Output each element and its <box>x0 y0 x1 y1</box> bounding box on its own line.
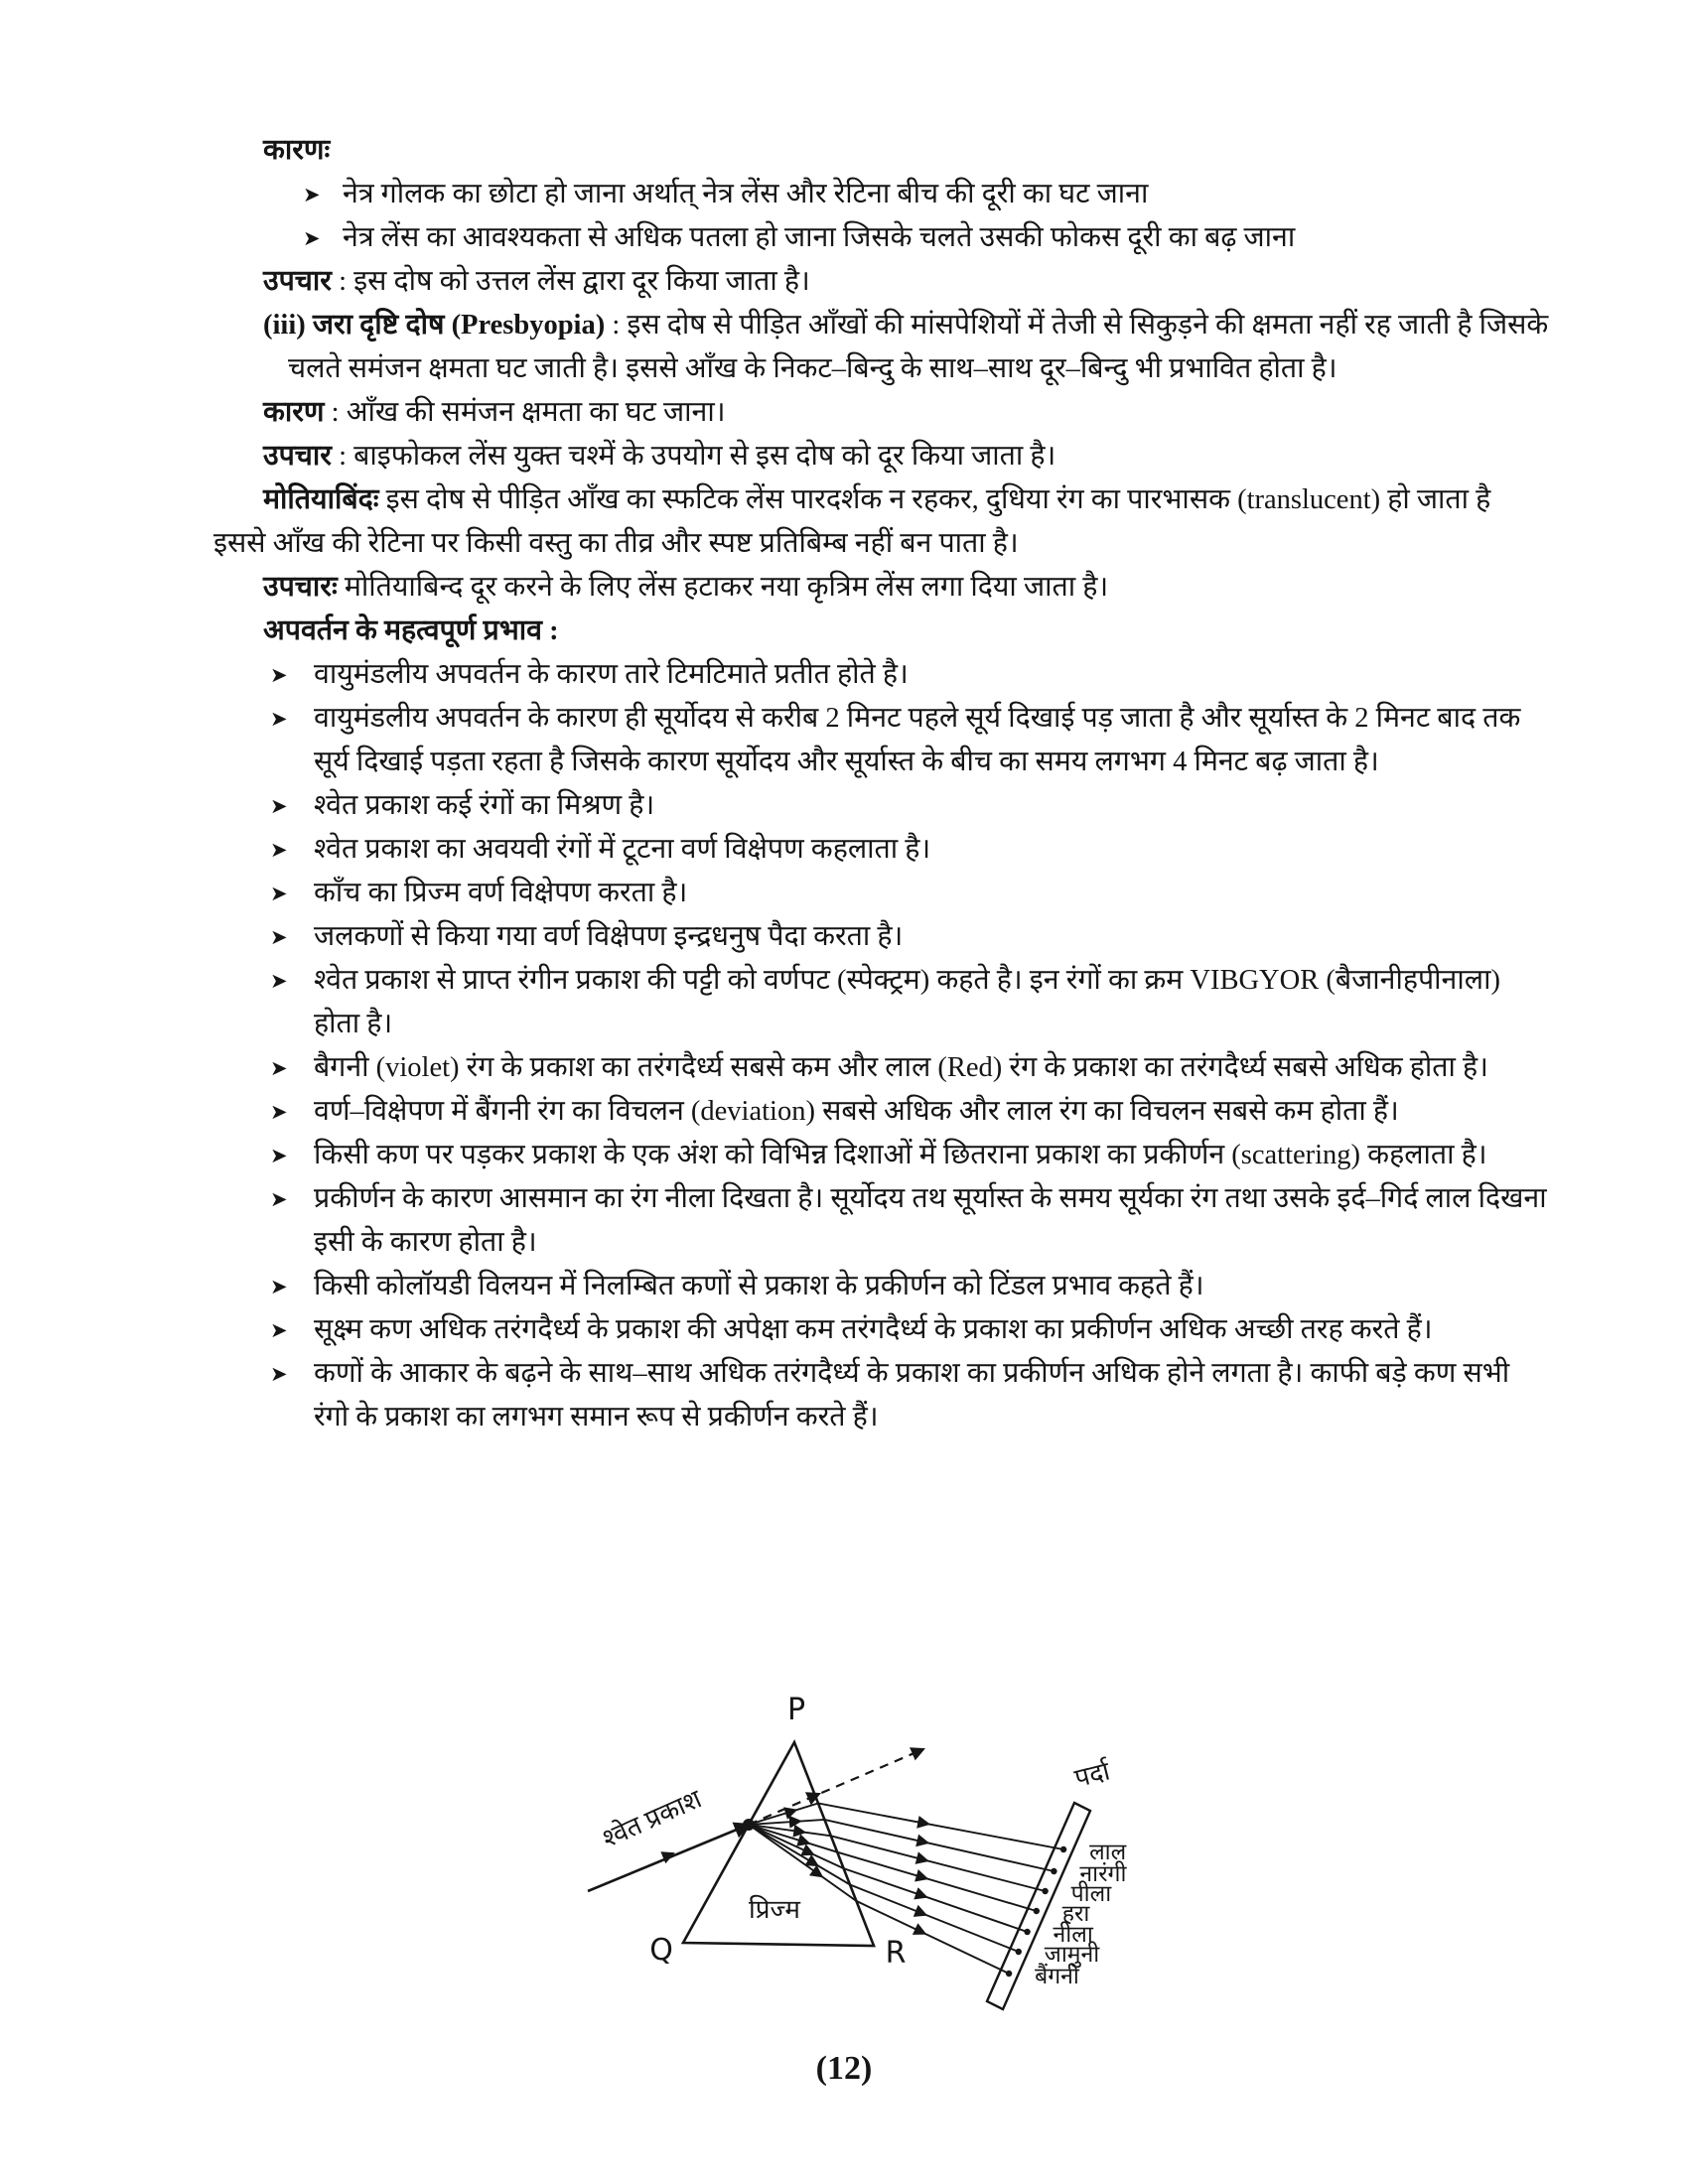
bullet-item <box>213 1134 1549 1177</box>
ray-arrowhead-icon <box>921 1842 927 1843</box>
spectrum-color-label: पीला <box>1070 1881 1112 1906</box>
prism-dispersion-diagram <box>526 1678 1201 2055</box>
bullet-text: प्रकीर्णन के कारण आसमान का रंग नीला दिखता है। सूर्योदय तथ सूर्यास्त के समय सूर्यका रंग तथा उसके इर्द–गिर्द लाल दिखना इसी के कारण होता है। <box>314 1183 1547 1258</box>
spectrum-color-label: जामुनी <box>1044 1942 1100 1967</box>
bullet-item <box>213 872 1549 915</box>
bullet-item <box>213 173 1549 216</box>
vertex-label-p: P <box>786 1693 806 1727</box>
bullet-arrow-icon: ➤ <box>270 1144 288 1167</box>
spectrum-dot <box>1034 1908 1040 1914</box>
bullet-item <box>213 1177 1549 1265</box>
spectrum-color-label: हरा <box>1061 1901 1090 1926</box>
ray-arrowhead-icon <box>790 1810 796 1812</box>
paragraph-text: : आँख की समंजन क्षमता का घट जाना। <box>324 397 726 428</box>
ray-arrowhead-icon <box>919 1931 924 1934</box>
paragraph <box>213 129 1549 173</box>
spectrum-dot <box>1042 1888 1048 1894</box>
bullet-text: श्वेत प्रकाश का अवयवी रंगों में टूटना वर्ण विक्षेपण कहलाता है। <box>314 834 931 865</box>
spectrum-color-label: नीला <box>1053 1922 1093 1947</box>
document-body <box>213 129 1549 1439</box>
paragraph-lead: कारणः <box>263 135 331 166</box>
bullet-arrow-icon: ➤ <box>270 1275 288 1298</box>
paragraph-lead: मोतियाबिंदः <box>263 484 379 515</box>
section-heading: अपवर्तन के महत्वपूर्ण प्रभाव : <box>263 615 559 646</box>
paragraph <box>213 304 1549 391</box>
bullet-arrow-icon: ➤ <box>270 925 288 949</box>
bullet-text: किसी कोलॉयडी विलयन में निलम्बित कणों से प्रकाश के प्रकीर्णन को टिंडल प्रभाव कहते हैं। <box>314 1271 1204 1301</box>
bullet-text: वायुमंडलीय अपवर्तन के कारण तारे टिमटिमाते प्रतीत होते है। <box>314 659 909 690</box>
bullet-arrow-icon: ➤ <box>270 1318 288 1342</box>
paragraph-lead: उपचार <box>263 441 332 472</box>
prism-diagram-svg <box>526 1678 1201 2055</box>
spectrum-dot <box>1006 1971 1012 1977</box>
ray-arrowhead-icon <box>808 1851 813 1854</box>
spectrum-color-label: बैंगनी <box>1035 1964 1079 1988</box>
bullet-text: काँच का प्रिज्म वर्ण विक्षेपण करता है। <box>314 878 688 908</box>
page-number: (12) <box>815 2050 873 2087</box>
bullet-text: जलकणों से किया गया वर्ण विक्षेपण इन्द्रधनुष पैदा करता है। <box>314 921 904 952</box>
paragraph <box>213 391 1549 435</box>
bullet-arrow-icon: ➤ <box>270 882 288 905</box>
screen-label: पर्दा <box>1071 1756 1113 1794</box>
ray-arrowhead-icon <box>921 1877 927 1879</box>
paragraph-lead: (iii) जरा दृष्टि दोष (Presbyopia) <box>263 310 606 341</box>
bullet-text: श्वेत प्रकाश कई रंगों का मिश्रण है। <box>314 790 655 821</box>
bullet-item <box>213 959 1549 1046</box>
ray-arrowhead-icon <box>798 1832 804 1833</box>
bullet-arrow-icon: ➤ <box>270 663 288 687</box>
bullet-arrow-icon: ➤ <box>270 1056 288 1080</box>
spectrum-dot <box>1016 1949 1022 1955</box>
ray-arrowhead-icon <box>812 1862 817 1865</box>
bullet-arrow-icon: ➤ <box>303 183 321 206</box>
bullet-list <box>213 653 1549 1439</box>
spectrum-dot <box>1051 1868 1056 1874</box>
vertex-label-q: Q <box>649 1933 673 1968</box>
bullet-text: वायुमंडलीय अपवर्तन के कारण ही सूर्योदय से करीब 2 मिनट पहले सूर्य दिखाई पड़ जाता है और सूर्यास्त के 2 मिनट बाद तक सूर्य दिखाई पड़ता रहता है जिसके कारण सूर्योदय और सूर्यास्त के बीच का समय लगभग 4 मिनट बढ़ जाता है। <box>314 703 1521 777</box>
bullet-item <box>213 1265 1549 1308</box>
bullet-text: सूक्ष्म कण अधिक तरंगदैर्ध्य के प्रकाश की अपेक्षा कम तरंगदैर्ध्य के प्रकाश का प्रकीर्णन अधिक अच्छी तरह करते हैं। <box>314 1314 1433 1345</box>
paragraph-lead: कारण <box>263 397 325 428</box>
bullet-item <box>213 653 1549 697</box>
bullet-arrow-icon: ➤ <box>270 707 288 731</box>
bullet-item <box>213 784 1549 828</box>
bullet-arrow-icon: ➤ <box>270 1362 288 1386</box>
ray-arrowhead-icon <box>803 1842 809 1843</box>
spectrum-dot <box>1024 1929 1030 1935</box>
bullet-text: कणों के आकार के बढ़ने के साथ–साथ अधिक तरंगदैर्ध्य के प्रकाश का प्रकीर्णन अधिक होने लगता है। काफी बड़े कण सभी रंगो के प्रकाश का लगभग समान रूप से प्रकीर्णन करते हैं। <box>314 1358 1510 1433</box>
paragraph-text: : इस दोष को उत्तल लेंस द्वारा दूर किया जाता है। <box>331 266 810 297</box>
ray-arrowhead-icon <box>921 1859 927 1860</box>
bullet-item <box>213 1308 1549 1352</box>
bullet-text: नेत्र लेंस का आवश्यकता से अधिक पतला हो जाना जिसके चलते उसकी फोकस दूरी का बढ़ जाना <box>343 222 1296 253</box>
bullet-item <box>213 915 1549 959</box>
bullet-text: बैगनी (violet) रंग के प्रकाश का तरंगदैर्ध्य सबसे कम और लाल (Red) रंग के प्रकाश का तरंगदैर्ध्य सबसे अधिक होता है। <box>314 1052 1488 1083</box>
ray-arrowhead-icon <box>817 1873 822 1876</box>
bullet-item <box>213 216 1549 260</box>
paragraph-text: इस दोष से पीड़ित आँख का स्फटिक लेंस पारदर्शक न रहकर, दुधिया रंग का पारभासक (translucent) हो जाता है इससे आँख की रेटिना पर किसी वस्तु का तीव्र और स्पष्ट प्रतिबिम्ब नहीं बन पाता है। <box>213 484 1491 559</box>
incident-ray-label: श्वेत प्रकाश <box>598 1784 706 1854</box>
bullet-text: श्वेत प्रकाश से प्राप्त रंगीन प्रकाश की पट्टी को वर्णपट (स्पेक्ट्रम) कहते है। इन रंगों का क्रम VIBGYOR (बैजानीहपीनाला) होता है। <box>314 965 1500 1039</box>
paragraph <box>213 566 1549 610</box>
bullet-item <box>213 697 1549 784</box>
bullet-item <box>213 1046 1549 1090</box>
bullet-arrow-icon: ➤ <box>303 226 321 250</box>
bullet-arrow-icon: ➤ <box>270 794 288 818</box>
bullet-item <box>213 1352 1549 1439</box>
bullet-text: वर्ण–विक्षेपण में बैंगनी रंग का विचलन (deviation) सबसे अधिक और लाल रंग का विचलन सबसे कम होता हैं। <box>314 1096 1399 1127</box>
spectrum-ray <box>749 1825 1046 1891</box>
paragraph <box>213 260 1549 304</box>
paragraph <box>213 435 1549 478</box>
paragraph-lead: उपचारः <box>263 572 338 603</box>
paragraph-text: : इस दोष से पीड़ित आँखों की मांसपेशियों में तेजी से सिकुड़ने की क्षमता नहीं रह जाती है जिसके चलते समंजन क्षमता घट जाती है। इससे आँख के निकट–बिन्दु के साथ–साथ दूर–बिन्दु भी प्रभावित होता है। <box>288 310 1549 384</box>
prism-label: प्रिज्म <box>749 1895 800 1924</box>
ray-arrowhead-icon <box>920 1895 926 1897</box>
bullet-item <box>213 828 1549 872</box>
bullet-arrow-icon: ➤ <box>270 969 288 993</box>
spectrum-color-label: लाल <box>1089 1840 1127 1864</box>
vertex-label-r: R <box>885 1936 907 1971</box>
bullet-list <box>213 173 1549 260</box>
bullet-arrow-icon: ➤ <box>270 838 288 862</box>
bullet-text: किसी कण पर पड़कर प्रकाश के एक अंश को विभिन्न दिशाओं में छितराना प्रकाश का प्रकीर्णन (scattering) कहलाता है। <box>314 1140 1487 1170</box>
paragraph-lead: उपचार <box>263 266 332 297</box>
paragraph-text: : बाइफोकल लेंस युक्त चश्में के उपयोग से इस दोष को दूर किया जाता है। <box>331 441 1056 472</box>
bullet-item <box>213 1090 1549 1134</box>
bullet-text: नेत्र गोलक का छोटा हो जाना अर्थात् नेत्र लेंस और रेटिना बीच की दूरी का घट जाना <box>343 179 1149 209</box>
paragraph <box>213 478 1549 566</box>
ray-arrowhead-icon <box>922 1823 928 1824</box>
undeviated-ray-dashed <box>749 1749 923 1825</box>
bullet-arrow-icon: ➤ <box>270 1100 288 1124</box>
spectrum-color-label: नारंगी <box>1079 1861 1127 1886</box>
paragraph-text: मोतियाबिन्द दूर करने के लिए लेंस हटाकर नया कृत्रिम लेंस लगा दिया जाता है। <box>337 572 1109 603</box>
ray-arrowhead-icon <box>920 1913 926 1915</box>
bullet-arrow-icon: ➤ <box>270 1187 288 1211</box>
spectrum-dot <box>1060 1846 1066 1852</box>
